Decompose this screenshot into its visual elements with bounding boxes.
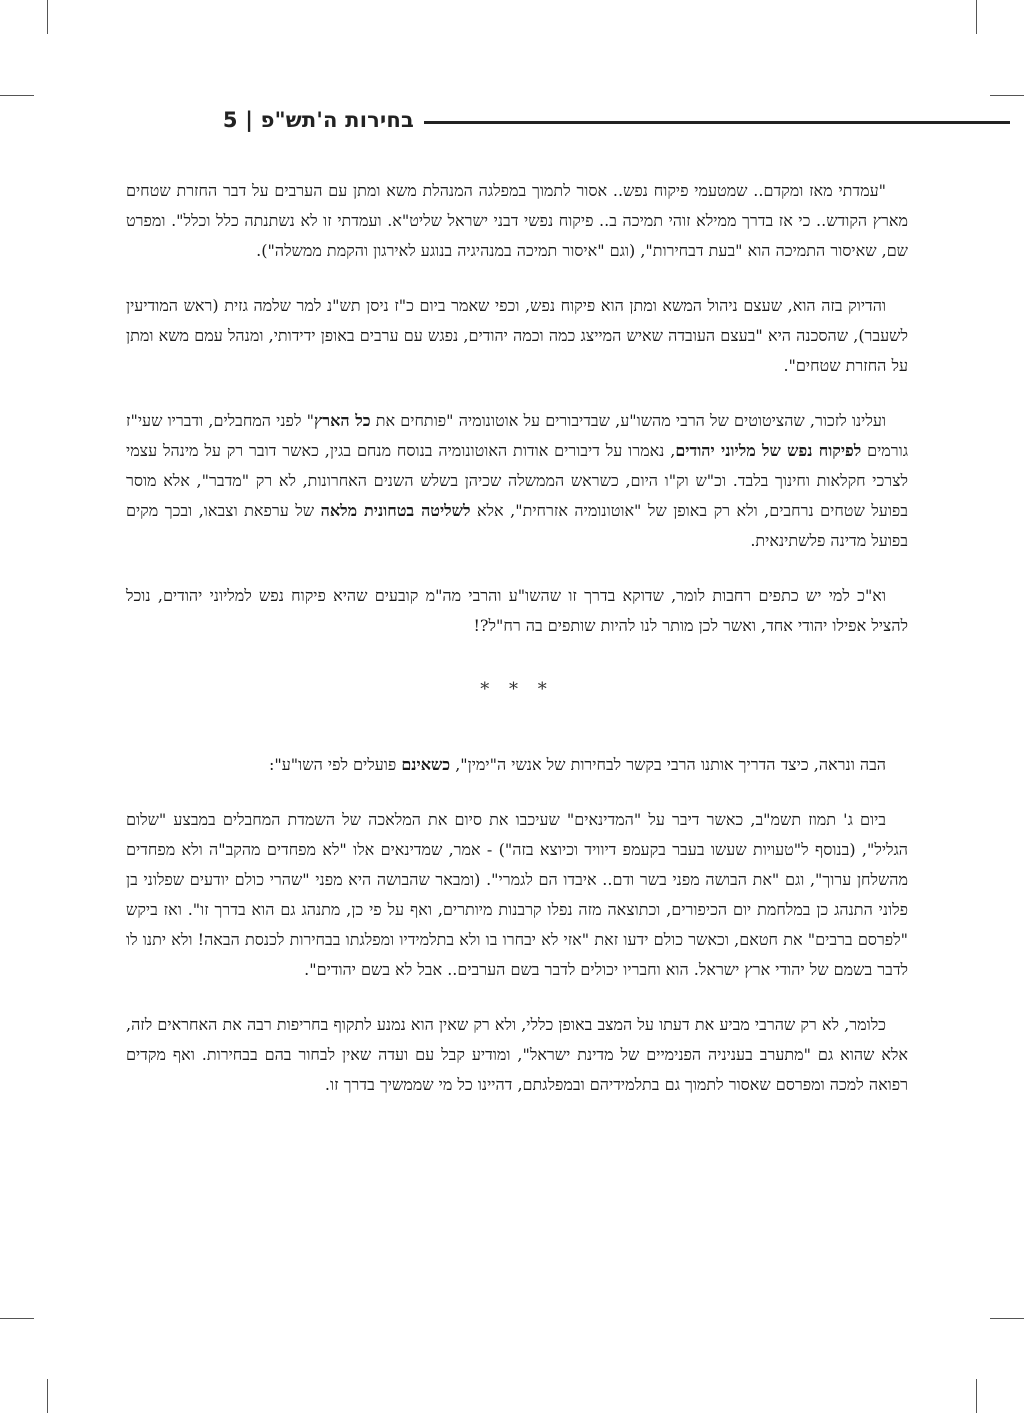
bold-phrase: כל הארץ: [313, 411, 371, 430]
crop-mark: [990, 1318, 1024, 1319]
bold-phrase: כשאינם: [401, 755, 451, 774]
crop-mark: [0, 1318, 34, 1319]
paragraph: "עמדתי מאז ומקדם.. שמטעמי פיקוח נפש.. אסור לתמוך במפלגה המנהלת משא ומתן עם הערבים על דבר החזרת שטחים מארץ הקודש.. כי אז בדרך ממילא זוהי תמיכה ב.. פיקוח נפשי דבני ישראל שליט"א. ועמדתי זו לא נשתנתה כלל וכלל". ומפרט שם, שאיסור התמיכה הוא "בעת דבחירות", (וגם "איסור תמיכה במנהיגיה בנוגע לאירגון והקמת ממשלה").: [126, 181, 908, 260]
crop-mark: [990, 95, 1024, 96]
article-body: [126, 176, 908, 1125]
paragraph: הבה ונראה, כיצד הדריך אותנו הרבי בקשר לבחירות של אנשי ה"ימין", כשאינם פועלים לפי השו"ע":: [269, 755, 886, 774]
paragraph: והדיוק בזה הוא, שעצם ניהול המשא ומתן הוא פיקוח נפש, וכפי שאמר ביום כ"ז ניסן תש"נ למר שלמה גזית (ראש המודיעין לשעבר), שהסכנה היא "בעצם העובדה שאיש המייצג כמה וכמה יהודים, נפגש עם ערבים באופן ידידותי, ומנהל עמם משא ומתן על החזרת שטחים".: [126, 296, 908, 375]
paragraph: ועלינו לזכור, שהציטוטים של הרבי מהשו"ע, שבדיבורים על אוטונומיה "פותחים את כל הארץ" לפני המחבלים, ודבריו שעי"ז גורמים לפיקוח נפש של מליוני יהודים, נאמרו על דיבורים אודות האוטונומיה בנוסח מנחם בגין, כאשר דובר רק על מינהל עצמי לצרכי חקלאות וחינוך בלבד. וכ"ש וק"ו היום, כשראש הממשלה שכיהן בשלש השנים האחרונות, לא רק "מדבר", אלא מוסר בפועל שטחים נרחבים, ולא רק באופן של "אוטונומיה אזרחית", אלא לשליטה בטחונית מלאה של ערפאת וצבאו, ובכך מקים בפועל מדינה פלשתינאית.: [126, 411, 909, 550]
bold-phrase: לפיקוח נפש של מליוני יהודים: [675, 441, 862, 460]
crop-mark: [976, 0, 977, 34]
running-title: בחירות ה'תש"פ | 5: [222, 108, 414, 132]
crop-mark: [47, 1379, 48, 1413]
crop-mark: [976, 1379, 977, 1413]
paragraph: וא"כ למי יש כתפים רחבות לומר, שדוקא בדרך זו שהשו"ע והרבי מה"מ קובעים שהיא פיקוח נפש למליוני יהודים, נוכל להציל אפילו יהודי אחד, ואשר לכן מותר לנו להיות שותפים בה רח"ל?!: [126, 586, 908, 635]
header-rule: [424, 121, 1010, 124]
crop-mark: [0, 95, 34, 96]
page-header: [120, 108, 1010, 148]
bold-phrase: לשליטה בטחונית מלאה: [320, 501, 471, 520]
paragraph: ביום ג' תמוז תשמ"ב, כאשר דיבר על "המדינאים" שעיכבו את סיום את המלאכה של השמדת המחבלים במבצע "שלום הגליל", (בנוסף ל"טעויות שעשו בעבר בקעמפ דיוויד וכיוצא בזה") - אמר, שמדינאים אלו "לא מפחדים מהקב"ה ולא מפחדים מהשלחן ערוך", וגם "את הבושה מפני בשר ודם.. איבדו הם לגמרי". (ומבאר שהבושה היא מפני "שהרי כולם יודעים שפלוני בן פלוני התנהג כן במלחמת יום הכיפורים, וכתוצאה מזה נפלו קרבנות מיותרים, ואף על פי כן, מתנהג גם הוא בדרך זו". ואז ביקש "לפרסם ברבים" את חטאם, וכאשר כולם ידעו זאת "אזי לא יבחרו בו ולא בתלמידיו ומפלגתו בבחירות לכנסת הבאה! ולא יתנו לו לדבר בשמם של יהודי ארץ ישראל. הוא וחבריו יכולים לדבר בשם הערבים.. אבל לא בשם יהודים".: [126, 810, 908, 979]
section-separator: * * *: [480, 679, 554, 700]
crop-mark: [47, 0, 48, 34]
paragraph: כלומר, לא רק שהרבי מביע את דעתו על המצב באופן כללי, ולא רק שאין הוא נמנע לתקוף בחריפות רבה את האחראים לזה, אלא שהוא גם "מתערב בעניניה הפנימיים של מדינת ישראל", ומודיע קבל עם ועדה שאין לבחור בהם בבחירות. ואף מקדים רפואה למכה ומפרסם שאסור לתמוך גם בתלמידיהם ובמפלגתם, דהיינו כל מי שממשיך בדרך זו.: [126, 1015, 908, 1094]
